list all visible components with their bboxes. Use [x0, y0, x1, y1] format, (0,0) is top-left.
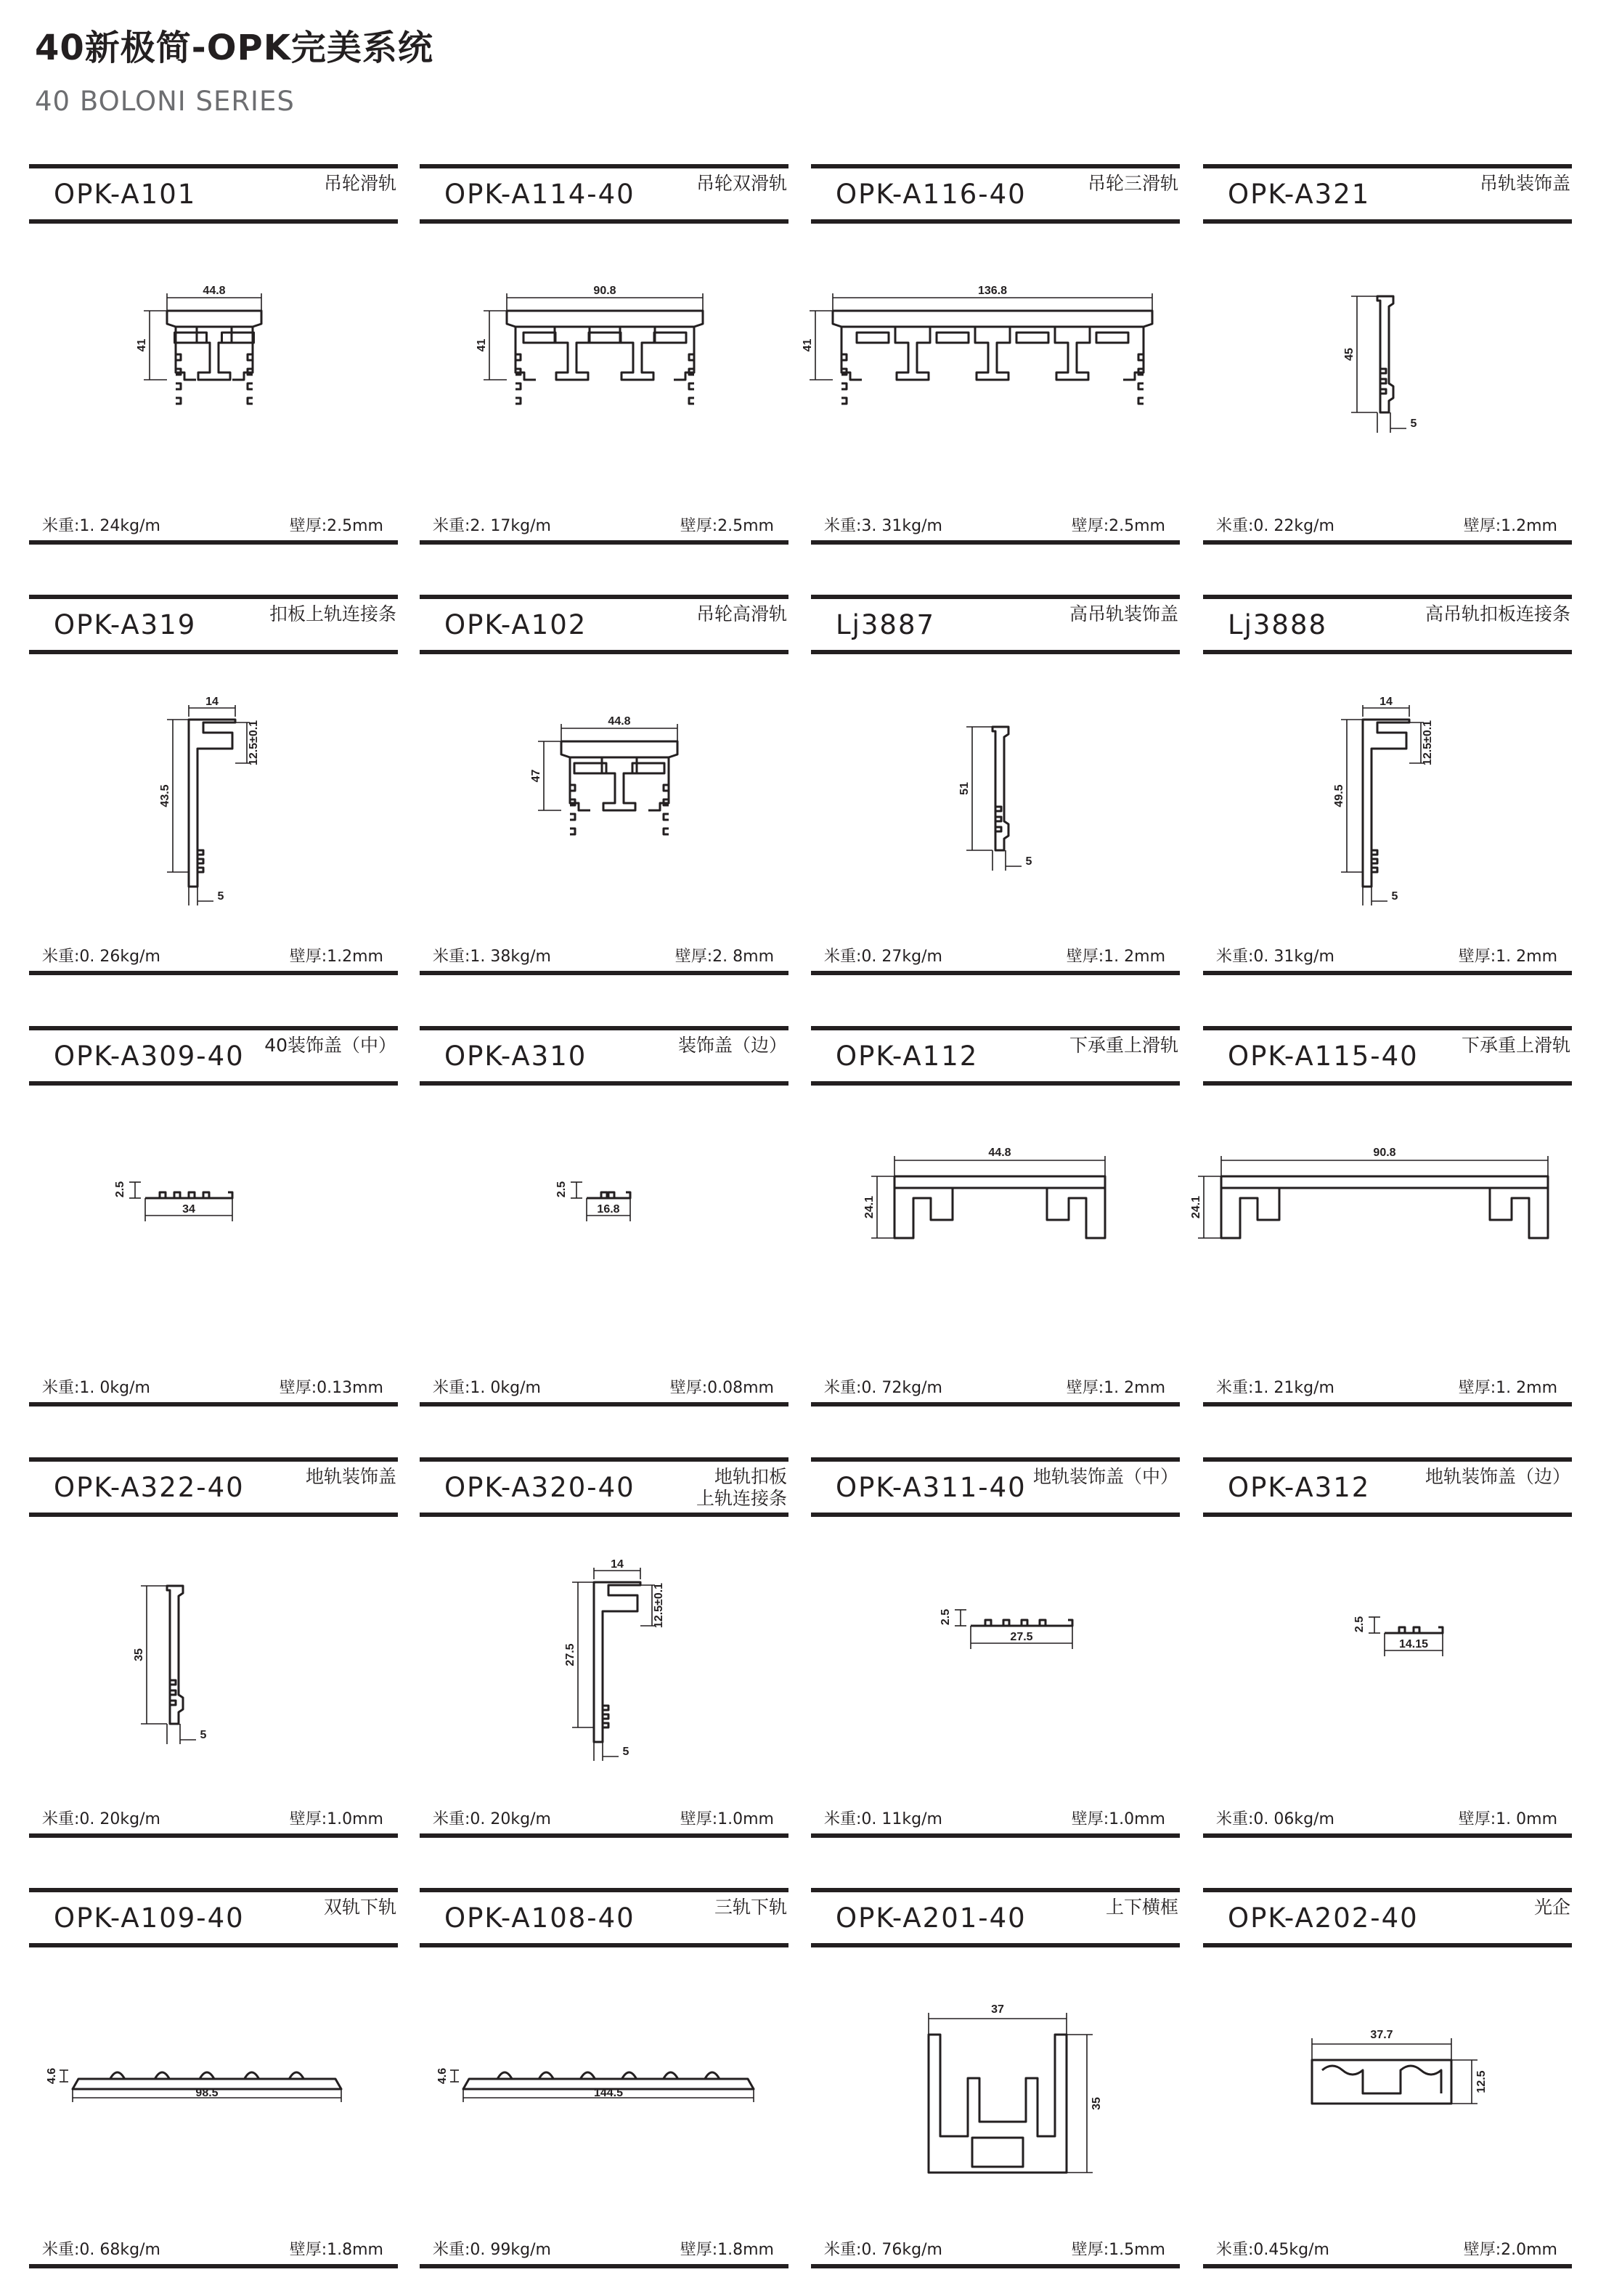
product-code: OPK-A319 [54, 609, 197, 640]
dimension-label: 24.1 [1190, 1195, 1202, 1219]
weight-value: 3. 31kg/m [861, 517, 942, 535]
dimension-label: 2.5 [1353, 1616, 1366, 1633]
dimension-label: 14 [611, 1558, 624, 1571]
profile-cross-section [811, 661, 1180, 930]
profile-cross-section [802, 231, 1180, 500]
weight-label: 米重:0. 26kg/m [42, 948, 160, 966]
weight-label: 米重:0. 22kg/m [1216, 517, 1334, 535]
product-card [811, 1457, 1180, 1842]
card-footer [811, 1799, 1180, 1838]
dimension-label: 12.5 [1475, 2070, 1488, 2093]
thickness-label: 壁厚:1.2mm [1463, 517, 1557, 535]
product-name: 下承重上滑轨 [1069, 1035, 1178, 1056]
thickness-label: 壁厚:1.0mm [1071, 1810, 1165, 1828]
thickness-value: 2.5mm [1109, 517, 1165, 535]
dimension-label: 44.8 [203, 285, 226, 297]
product-card [811, 1888, 1180, 2273]
product-code: OPK-A116-40 [836, 179, 1027, 210]
profile-drawing [29, 1955, 398, 2223]
product-card [811, 1026, 1180, 1411]
weight-label: 米重:0. 99kg/m [433, 2241, 551, 2259]
profile-drawing [420, 1093, 788, 1361]
product-code: OPK-A108-40 [444, 1902, 635, 1934]
product-name: 双轨下轨 [323, 1897, 396, 1918]
dimension-label: 5 [1025, 855, 1032, 868]
dimension-label: 5 [217, 890, 224, 903]
dimension-label: 41 [136, 338, 148, 352]
product-name: 地轨扣板 上轨连接条 [696, 1466, 787, 1509]
thickness-value: 1.0mm [717, 1810, 774, 1828]
profile-drawing [1203, 661, 1572, 930]
thickness-value: 2.5mm [717, 517, 774, 535]
dimension-label: 41 [476, 338, 488, 352]
card-footer [29, 505, 398, 545]
weight-value: 0. 20kg/m [79, 1810, 160, 1828]
thickness-value: 2.0mm [1501, 2241, 1557, 2259]
dimension-label: 12.5±0.1 [248, 720, 260, 766]
dimension-label: 44.8 [988, 1147, 1011, 1159]
thickness-value: 1. 2mm [1496, 1379, 1557, 1397]
thickness-label: 壁厚:2.0mm [1463, 2241, 1557, 2259]
thickness-label: 壁厚:2.5mm [680, 517, 774, 535]
weight-value: 0. 20kg/m [470, 1810, 551, 1828]
card-header [420, 1026, 788, 1086]
product-code: OPK-A115-40 [1228, 1041, 1419, 1072]
thickness-label: 壁厚:0.08mm [669, 1379, 774, 1397]
product-code: Lj3887 [836, 609, 936, 640]
dimension-label: 45 [1343, 348, 1356, 361]
weight-value: 0. 68kg/m [79, 2241, 160, 2259]
weight-value: 0. 26kg/m [79, 948, 160, 966]
product-card [1203, 164, 1572, 549]
card-header [29, 595, 398, 654]
product-code: OPK-A320-40 [444, 1472, 635, 1503]
dimension-label: 44.8 [608, 715, 631, 728]
weight-label: 米重:2. 17kg/m [433, 517, 551, 535]
thickness-label: 壁厚:1.5mm [1071, 2241, 1165, 2259]
product-code: OPK-A202-40 [1228, 1902, 1419, 1934]
product-code: Lj3888 [1228, 609, 1328, 640]
product-name: 40装饰盖（中） [264, 1035, 396, 1056]
product-name: 吊轨装饰盖 [1479, 173, 1570, 194]
thickness-label: 壁厚:1.8mm [289, 2241, 383, 2259]
weight-label: 米重:1. 24kg/m [42, 517, 160, 535]
product-name: 吊轮双滑轨 [696, 173, 787, 194]
profile-drawing [1203, 231, 1572, 500]
weight-label: 米重:1. 0kg/m [42, 1379, 150, 1397]
weight-label: 米重:3. 31kg/m [824, 517, 942, 535]
product-name: 吊轮三滑轨 [1087, 173, 1178, 194]
product-code: OPK-A310 [444, 1041, 587, 1072]
dimension-label: 37.7 [1370, 2029, 1393, 2041]
card-header [1203, 164, 1572, 224]
profile-drawing [1203, 1955, 1572, 2223]
dimension-label: 49.5 [1333, 784, 1345, 807]
card-header [1203, 1026, 1572, 1086]
profile-drawing [29, 231, 398, 500]
thickness-value: 1. 2mm [1496, 948, 1557, 966]
profile-drawing [420, 231, 788, 500]
thickness-label: 壁厚:1. 2mm [1066, 948, 1165, 966]
dimension-label: 12.5±0.1 [653, 1582, 665, 1629]
profile-drawing [811, 1524, 1180, 1793]
profile-cross-section [1203, 661, 1572, 930]
dimension-label: 144.5 [593, 2087, 624, 2099]
product-code: OPK-A311-40 [836, 1472, 1027, 1503]
card-footer [1203, 1367, 1572, 1406]
thickness-label: 壁厚:2.5mm [1071, 517, 1165, 535]
card-footer [811, 505, 1180, 545]
card-header [29, 1888, 398, 1947]
product-name: 地轨装饰盖（中） [1032, 1466, 1178, 1487]
card-header [811, 1457, 1180, 1517]
profile-cross-section [29, 1093, 398, 1361]
dimension-label: 37 [991, 2003, 1004, 2016]
weight-value: 1. 0kg/m [79, 1379, 150, 1397]
product-name: 吊轮滑轨 [323, 173, 396, 194]
card-header [420, 595, 788, 654]
thickness-label: 壁厚:1.0mm [289, 1810, 383, 1828]
product-code: OPK-A312 [1228, 1472, 1371, 1503]
card-header [811, 595, 1180, 654]
product-name: 上下横框 [1105, 1897, 1178, 1918]
thickness-value: 1.5mm [1109, 2241, 1165, 2259]
thickness-label: 壁厚:0.13mm [279, 1379, 383, 1397]
card-header [811, 164, 1180, 224]
product-name: 地轨装饰盖 [305, 1466, 396, 1487]
profile-drawing [802, 231, 1180, 500]
profile-cross-section [420, 661, 788, 930]
weight-label: 米重:0. 72kg/m [824, 1379, 942, 1397]
thickness-label: 壁厚:1.2mm [289, 948, 383, 966]
dimension-label: 14 [1379, 696, 1393, 708]
card-header [1203, 1457, 1572, 1517]
thickness-value: 2. 8mm [712, 948, 774, 966]
dimension-label: 47 [530, 769, 542, 783]
dimension-label: 5 [1410, 418, 1417, 430]
card-footer [420, 1367, 788, 1406]
dimension-label: 43.5 [159, 784, 171, 807]
thickness-label: 壁厚:2. 8mm [674, 948, 774, 966]
product-code: OPK-A201-40 [836, 1902, 1027, 1934]
thickness-value: 0.13mm [317, 1379, 383, 1397]
dimension-label: 35 [1091, 2097, 1103, 2110]
weight-label: 米重:0. 06kg/m [1216, 1810, 1334, 1828]
dimension-label: 16.8 [597, 1203, 620, 1216]
weight-label: 米重:0. 68kg/m [42, 2241, 160, 2259]
product-card [1203, 595, 1572, 980]
dimension-label: 27.5 [564, 1643, 576, 1666]
product-card [1190, 1026, 1572, 1411]
thickness-value: 0.08mm [707, 1379, 774, 1397]
weight-value: 0. 76kg/m [861, 2241, 942, 2259]
weight-label: 米重:1. 0kg/m [433, 1379, 541, 1397]
weight-value: 0. 11kg/m [861, 1810, 942, 1828]
profile-drawing [420, 1524, 788, 1793]
product-code: OPK-A101 [54, 179, 197, 210]
profile-drawing [420, 661, 788, 930]
weight-label: 米重:0.45kg/m [1216, 2241, 1329, 2259]
product-name: 高吊轨扣板连接条 [1425, 603, 1570, 624]
card-footer [29, 1367, 398, 1406]
product-name: 装饰盖（边） [677, 1035, 787, 1056]
card-footer [29, 1799, 398, 1838]
card-header [420, 164, 788, 224]
card-header [29, 1026, 398, 1086]
profile-cross-section [29, 1524, 398, 1793]
weight-label: 米重:0. 76kg/m [824, 2241, 942, 2259]
product-code: OPK-A112 [836, 1041, 979, 1072]
product-code: OPK-A109-40 [54, 1902, 245, 1934]
card-header [29, 1457, 398, 1517]
product-card [802, 164, 1180, 549]
thickness-value: 1. 2mm [1104, 1379, 1165, 1397]
weight-value: 2. 17kg/m [470, 517, 551, 535]
card-footer [811, 2229, 1180, 2268]
card-footer [1203, 936, 1572, 975]
weight-value: 0. 27kg/m [861, 948, 942, 966]
product-card [29, 1026, 398, 1411]
product-code: OPK-A309-40 [54, 1041, 245, 1072]
profile-cross-section [811, 1093, 1180, 1361]
profile-drawing [1203, 1524, 1572, 1793]
thickness-value: 2.5mm [327, 517, 383, 535]
weight-label: 米重:0. 31kg/m [1216, 948, 1334, 966]
profile-drawing [29, 1524, 398, 1793]
card-footer [811, 1367, 1180, 1406]
product-name: 光企 [1533, 1897, 1570, 1918]
thickness-label: 壁厚:1.8mm [680, 2241, 774, 2259]
profile-drawing [29, 661, 398, 930]
card-footer [1203, 1799, 1572, 1838]
card-footer [29, 2229, 398, 2268]
card-header [29, 164, 398, 224]
product-card [29, 1457, 398, 1842]
profile-cross-section [29, 231, 398, 500]
weight-value: 0. 31kg/m [1253, 948, 1334, 966]
dimension-label: 90.8 [1373, 1147, 1396, 1159]
profile-drawing [811, 1093, 1180, 1361]
thickness-label: 壁厚:1. 0mm [1458, 1810, 1557, 1828]
profile-drawing [420, 1955, 788, 2223]
dimension-label: 24.1 [863, 1195, 876, 1219]
product-card [420, 1026, 788, 1411]
profile-drawing [811, 661, 1180, 930]
thickness-label: 壁厚:1. 2mm [1458, 948, 1557, 966]
weight-label: 米重:0. 11kg/m [824, 1810, 942, 1828]
dimension-label: 14.15 [1398, 1638, 1429, 1650]
product-card [420, 1457, 788, 1842]
profile-cross-section [420, 1524, 788, 1793]
dimension-label: 2.5 [114, 1181, 126, 1198]
dimension-label: 136.8 [977, 285, 1008, 297]
thickness-value: 1.0mm [1109, 1810, 1165, 1828]
profile-drawing [1190, 1093, 1572, 1361]
product-name: 地轨装饰盖（边） [1425, 1466, 1570, 1487]
profile-cross-section [1203, 1955, 1572, 2223]
page-header [35, 28, 433, 118]
card-footer [1203, 505, 1572, 545]
thickness-label: 壁厚:1. 2mm [1066, 1379, 1165, 1397]
card-footer [811, 936, 1180, 975]
product-name: 下承重上滑轨 [1461, 1035, 1570, 1056]
dimension-label: 27.5 [1010, 1631, 1033, 1643]
dimension-label: 5 [200, 1729, 207, 1741]
dimension-label: 12.5±0.1 [1422, 720, 1434, 766]
card-header [811, 1026, 1180, 1086]
weight-label: 米重:1. 38kg/m [433, 948, 551, 966]
weight-value: 1. 38kg/m [470, 948, 551, 966]
weight-value: 0.45kg/m [1253, 2241, 1329, 2259]
dimension-label: 14 [205, 696, 219, 708]
profile-cross-section [420, 231, 788, 500]
product-card [1203, 1457, 1572, 1842]
thickness-value: 1.2mm [327, 948, 383, 966]
product-name: 扣板上轨连接条 [269, 603, 396, 624]
thickness-value: 1.0mm [327, 1810, 383, 1828]
thickness-value: 1.8mm [327, 2241, 383, 2259]
product-card [29, 164, 398, 549]
card-footer [1203, 2229, 1572, 2268]
card-header [1203, 1888, 1572, 1947]
profile-cross-section [811, 1955, 1180, 2223]
weight-label: 米重:0. 20kg/m [42, 1810, 160, 1828]
card-footer [420, 936, 788, 975]
profile-cross-section [1190, 1093, 1572, 1361]
thickness-value: 1.2mm [1501, 517, 1557, 535]
product-code: OPK-A102 [444, 609, 587, 640]
profile-cross-section [29, 1955, 398, 2223]
product-name: 高吊轨装饰盖 [1069, 603, 1178, 624]
dimension-label: 2.5 [555, 1181, 568, 1198]
profile-drawing [29, 1093, 398, 1361]
thickness-label: 壁厚:2.5mm [289, 517, 383, 535]
weight-value: 1. 24kg/m [79, 517, 160, 535]
profile-drawing [811, 1955, 1180, 2223]
thickness-value: 1.8mm [717, 2241, 774, 2259]
profile-cross-section [29, 661, 398, 930]
card-footer [420, 505, 788, 545]
dimension-label: 98.5 [195, 2087, 219, 2099]
product-name: 吊轮高滑轨 [696, 603, 787, 624]
product-name: 三轨下轨 [714, 1897, 787, 1918]
thickness-label: 壁厚:1. 2mm [1458, 1379, 1557, 1397]
profile-cross-section [420, 1093, 788, 1361]
dimension-label: 2.5 [940, 1608, 952, 1626]
product-card [811, 595, 1180, 980]
card-header [420, 1888, 788, 1947]
weight-value: 1. 0kg/m [470, 1379, 541, 1397]
dimension-label: 4.6 [46, 2067, 58, 2085]
thickness-value: 1. 2mm [1104, 948, 1165, 966]
weight-value: 0. 22kg/m [1253, 517, 1334, 535]
profile-cross-section [1203, 1524, 1572, 1793]
dimension-label: 51 [958, 782, 971, 795]
product-card [420, 1888, 788, 2273]
card-footer [420, 1799, 788, 1838]
page-subtitle: 40 BOLONI SERIES [35, 85, 295, 117]
weight-label: 米重:0. 27kg/m [824, 948, 942, 966]
card-header [420, 1457, 788, 1517]
thickness-label: 壁厚:1.0mm [680, 1810, 774, 1828]
product-card [420, 595, 788, 980]
dimension-label: 35 [133, 1648, 145, 1661]
card-footer [420, 2229, 788, 2268]
card-footer [29, 936, 398, 975]
dimension-label: 41 [802, 338, 814, 352]
product-card [1203, 1888, 1572, 2273]
thickness-value: 1. 0mm [1496, 1810, 1557, 1828]
weight-value: 0. 72kg/m [861, 1379, 942, 1397]
weight-value: 1. 21kg/m [1253, 1379, 1334, 1397]
product-code: OPK-A114-40 [444, 179, 635, 210]
product-code: OPK-A321 [1228, 179, 1371, 210]
product-card [29, 1888, 398, 2273]
dimension-label: 5 [622, 1746, 629, 1758]
weight-value: 0. 06kg/m [1253, 1810, 1334, 1828]
product-code: OPK-A322-40 [54, 1472, 245, 1503]
dimension-label: 4.6 [436, 2067, 449, 2085]
weight-label: 米重:1. 21kg/m [1216, 1379, 1334, 1397]
profile-cross-section [1203, 231, 1572, 500]
profile-cross-section [811, 1524, 1180, 1793]
card-header [1203, 595, 1572, 654]
dimension-label: 90.8 [593, 285, 616, 297]
product-card [29, 595, 398, 980]
weight-label: 米重:0. 20kg/m [433, 1810, 551, 1828]
product-card [420, 164, 788, 549]
page-title: 40新极简-OPK完美系统 [35, 28, 433, 68]
card-header [811, 1888, 1180, 1947]
weight-value: 0. 99kg/m [470, 2241, 551, 2259]
dimension-label: 5 [1391, 890, 1398, 903]
profile-cross-section [420, 1955, 788, 2223]
dimension-label: 34 [182, 1203, 195, 1216]
